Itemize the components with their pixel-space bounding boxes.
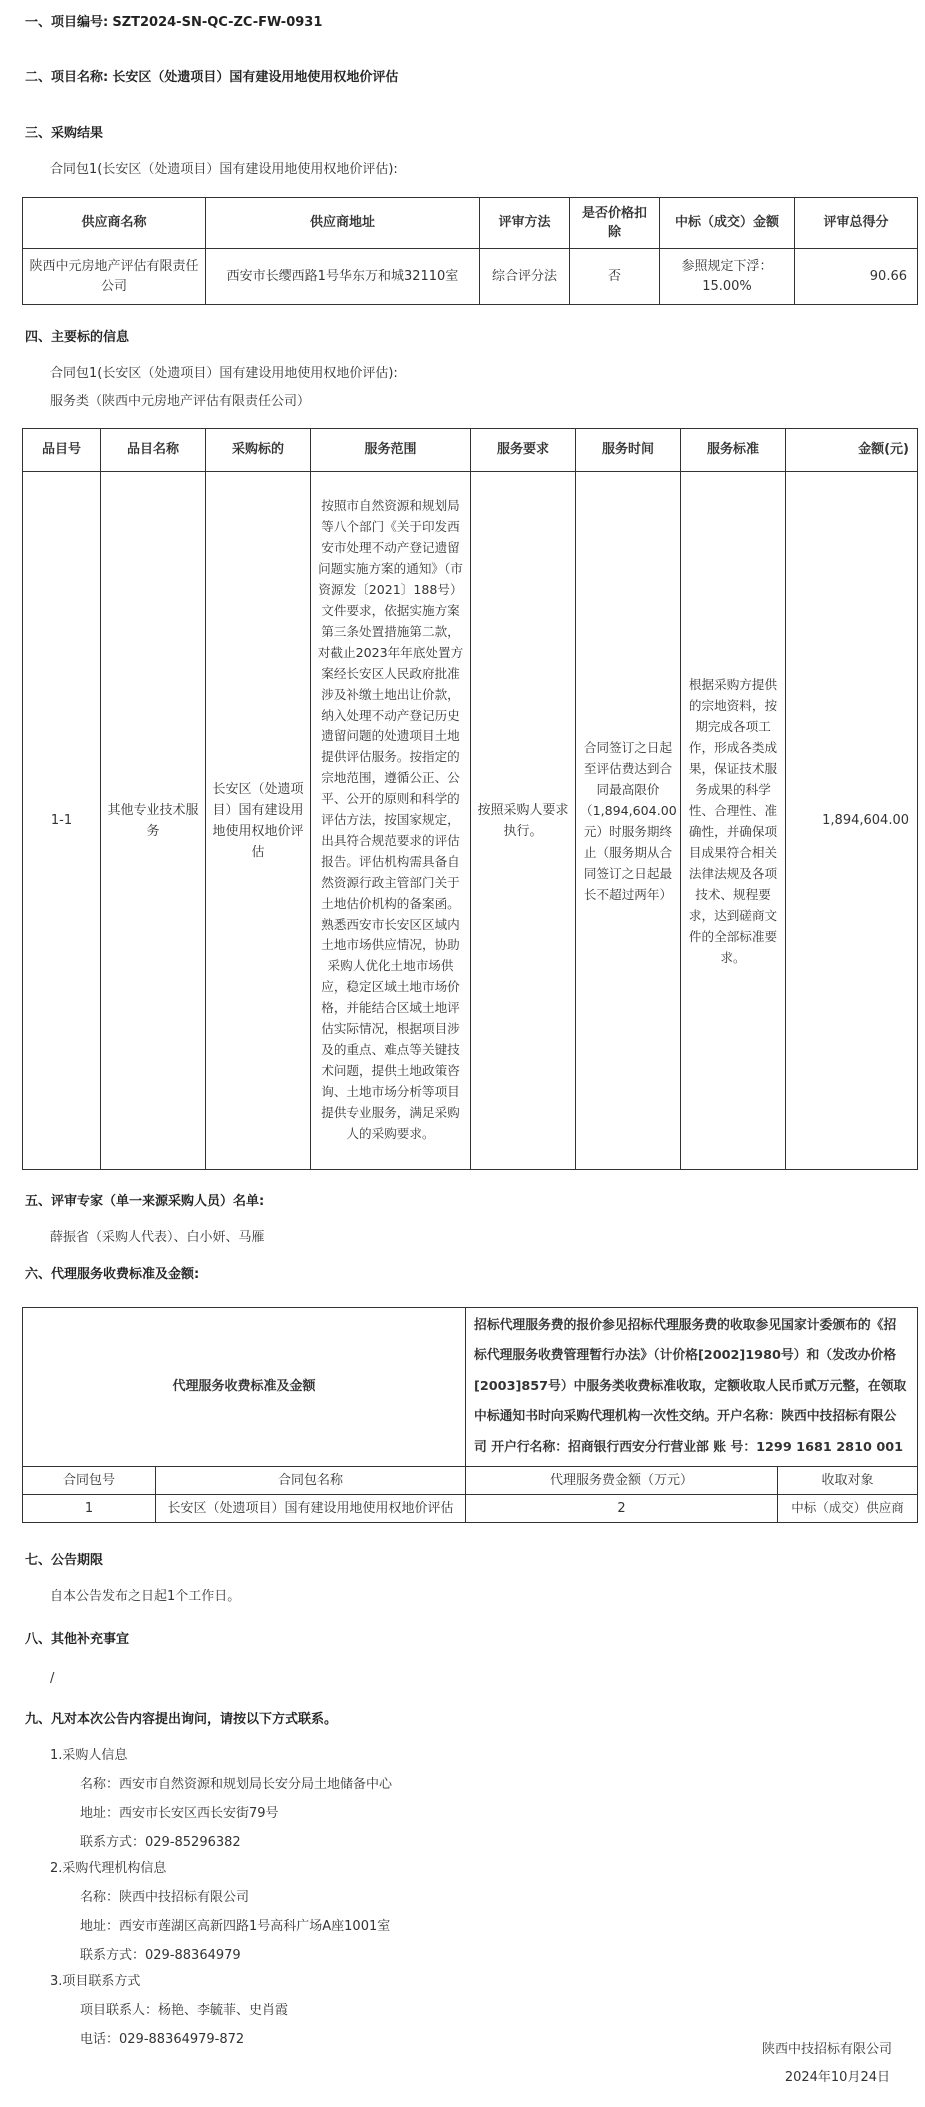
- expert-title: 五、评审专家（单一来源采购人员）名单:: [25, 1194, 265, 1209]
- fee-header-row: [23, 1467, 918, 1495]
- agency-heading: 2.采购代理机构信息: [50, 1861, 167, 1876]
- result-header-cell: 评审方法: [480, 198, 570, 249]
- result-title: 三、采购结果: [25, 126, 104, 141]
- fee-title: 六、代理服务收费标准及金额:: [25, 1267, 200, 1282]
- agency-phone: 联系方式：029-88364979: [80, 1948, 241, 1963]
- fee-standard-text: 招标代理服务费的报价参见招标代理服务费的收取参见国家计委颁布的《招标代理服务收费管理暂行办法》（计价格[2002]1980号）和（发改办价格[2003]857号）中服务类收费标准收取，定额收取人民币贰万元整，在领取中标通知书时向采购代理机构一次性交纳。开户名称：陕西中技招标有限公司 开户行名称：招商银行西安分行营业部 账 号：1299 1681 2810 001: [466, 1308, 918, 1467]
- result-table: [22, 197, 918, 305]
- fee-standard-label: 代理服务收费标准及金额: [23, 1308, 466, 1467]
- subject-header-cell: 品目号: [23, 429, 101, 472]
- project-number-line: [25, 13, 322, 33]
- fee-header-cell: 合同包号: [23, 1467, 156, 1495]
- result-header-cell: 是否价格扣除: [570, 198, 660, 249]
- purchaser-heading: 1.采购人信息: [50, 1748, 128, 1763]
- agency-name: 名称：陕西中技招标有限公司: [80, 1890, 250, 1905]
- subject-header-cell: 服务要求: [471, 429, 576, 472]
- fee-header-cell: 合同包名称: [156, 1467, 466, 1495]
- fee-standard-row: [23, 1308, 918, 1467]
- period-title: 七、公告期限: [25, 1553, 104, 1568]
- agency-address: 地址：西安市莲湖区高新四路1号高科广场A座1001室: [80, 1919, 391, 1934]
- subject-header-cell: 服务标准: [681, 429, 786, 472]
- project-contact-phone: 电话：029-88364979-872: [80, 2032, 245, 2047]
- purchaser-name: 名称：西安市自然资源和规划局长安分局土地储备中心: [80, 1777, 393, 1792]
- project-number-value: SZT2024-SN-QC-ZC-FW-0931: [112, 15, 323, 30]
- subject-header-cell: 品目名称: [101, 429, 206, 472]
- project-contact-people: 项目联系人：杨艳、李毓菲、史肖霞: [80, 2003, 289, 2018]
- contact-title: 九、凡对本次公告内容提出询问，请按以下方式联系。: [25, 1712, 338, 1727]
- footer-date: 2024年10月24日: [784, 2070, 890, 2085]
- expert-names: 薛振省（采购人代表）、白小妍、马雁: [50, 1230, 265, 1245]
- project-name-label: 二、项目名称:: [25, 70, 109, 85]
- period-text: 自本公告发布之日起1个工作日。: [50, 1589, 241, 1604]
- review-method: 综合评分法: [480, 249, 570, 305]
- subject-header-cell: 服务范围: [311, 429, 471, 472]
- subject-table: [22, 428, 918, 1170]
- subject-service-type: 服务类（陕西中元房地产评估有限责任公司）: [50, 394, 311, 409]
- supplier-name: 陕西中元房地产评估有限责任公司: [23, 249, 206, 305]
- subject-title: 四、主要标的信息: [25, 330, 130, 345]
- subject-header-cell: 服务时间: [576, 429, 681, 472]
- result-header-cell: 供应商地址: [206, 198, 480, 249]
- item-name: 其他专业技术服务: [101, 472, 206, 1170]
- supplier-address: 西安市长缨西路1号华东万和城32110室: [206, 249, 480, 305]
- subject-header-cell: 金额(元): [786, 429, 918, 472]
- result-header-cell: 评审总得分: [795, 198, 918, 249]
- project-contact-heading: 3.项目联系方式: [50, 1974, 141, 1989]
- item-number: 1-1: [23, 472, 101, 1170]
- fee-package-name: 长安区（处遗项目）国有建设用地使用权地价评估: [156, 1495, 466, 1523]
- fee-header-cell: 收取对象: [778, 1467, 918, 1495]
- other-title: 八、其他补充事宜: [25, 1632, 130, 1647]
- result-package: 合同包1(长安区（处遗项目）国有建设用地使用权地价评估):: [50, 162, 398, 177]
- project-name-line: [25, 68, 398, 88]
- service-time: 合同签订之日起至评估费达到合同最高限价（1,894,604.00元）时服务期终止（服务期从合同签订之日起最长不超过两年）: [576, 472, 681, 1170]
- footer-company: 陕西中技招标有限公司: [761, 2042, 892, 2057]
- fee-table: [22, 1307, 918, 1523]
- service-standard: 根据采购方提供的宗地资料，按期完成各项工作，形成各类成果，保证技术服务成果的科学性、合理性、准确性，并确保项目成果符合相关法律法规及各项技术、规程要求，达到磋商文件的全部标准要求。: [681, 472, 786, 1170]
- purchaser-address: 地址：西安市长安区西长安街79号: [80, 1806, 279, 1821]
- service-scope: 按照市自然资源和规划局等八个部门《关于印发西安市处理不动产登记遗留问题实施方案的通知》（市资源发〔2021〕188号）文件要求，依据实施方案第三条处置措施第二款，对截止2023年年底处置方案经长安区人民政府批准涉及补缴土地出让价款，纳入处理不动产登记历史遗留问题的处遗项目土地提供评估服务。按指定的宗地范围，遵循公正、公平、公开的原则和科学的评估方法，按国家规定，出具符合规范要求的评估报告。评估机构需具备自然资源行政主管部门关于土地估价机构的备案函。熟悉西安市长安区区域内土地市场供应情况，协助采购人优化土地市场供应，稳定区域土地市场价格，并能结合区域土地评估实际情况，根据项目涉及的重点、难点等关键技术问题，提供土地政策咨询、土地市场分析等项目提供专业服务，满足采购人的采购要求。: [311, 472, 471, 1170]
- subject-package: 合同包1(长安区（处遗项目）国有建设用地使用权地价评估):: [50, 366, 398, 381]
- service-requirement: 按照采购人要求执行。: [471, 472, 576, 1170]
- table-row: [23, 1495, 918, 1523]
- purchase-target: 长安区（处遗项目）国有建设用地使用权地价评估: [206, 472, 311, 1170]
- price-deduction: 否: [570, 249, 660, 305]
- other-text: /: [50, 1671, 55, 1686]
- table-row: [23, 472, 918, 1170]
- subject-amount: 1,894,604.00: [786, 472, 918, 1170]
- purchaser-phone: 联系方式：029-85296382: [80, 1835, 241, 1850]
- subject-header-row: [23, 429, 918, 472]
- result-header-cell: 中标（成交）金额: [660, 198, 795, 249]
- fee-payer: 中标（成交）供应商: [778, 1495, 918, 1523]
- fee-amount: 2: [466, 1495, 778, 1523]
- fee-header-cell: 代理服务费金额（万元）: [466, 1467, 778, 1495]
- project-name-value: 长安区（处遗项目）国有建设用地使用权地价评估: [112, 70, 399, 85]
- total-score: 90.66: [795, 249, 918, 305]
- subject-header-cell: 采购标的: [206, 429, 311, 472]
- project-number-label: 一、项目编号:: [25, 15, 109, 30]
- bid-amount: 参照规定下浮：15.00%: [660, 249, 795, 305]
- result-header-cell: 供应商名称: [23, 198, 206, 249]
- table-row: [23, 249, 918, 305]
- fee-package-no: 1: [23, 1495, 156, 1523]
- result-header-row: [23, 198, 918, 249]
